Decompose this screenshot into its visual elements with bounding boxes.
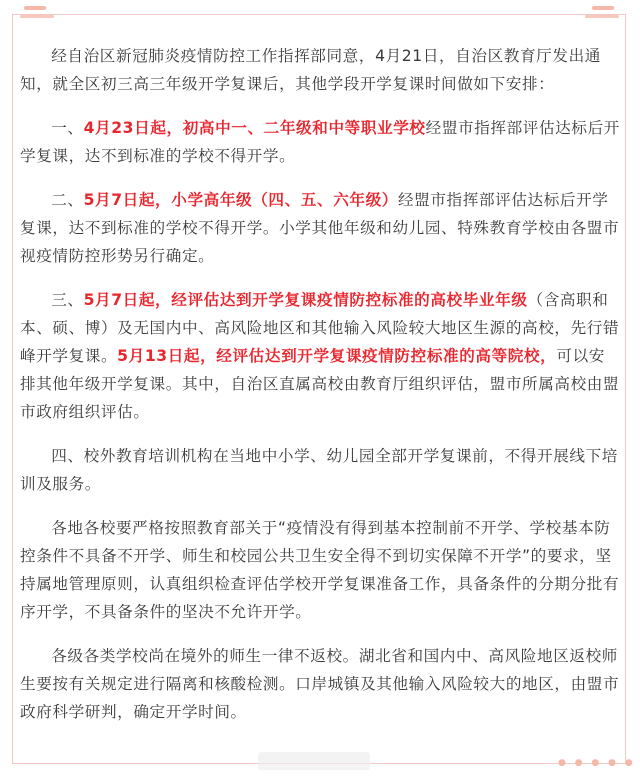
paragraph-item-1 (20, 114, 620, 170)
watermark (258, 752, 370, 770)
paragraph-item-3 (20, 286, 620, 426)
paragraph-item-2 (20, 186, 620, 270)
item-2-number: 二、 (51, 191, 84, 209)
paragraph-requirements: 各地各校要严格按照教育部关于“疫情没有得到基本控制前不开学、学校基本防控条件不具备不开学、师生和校园公共卫生安全得不到切实保障不开学”的要求，坚持属地管理原则，认真组织检查评估学校开学复课准备工作，具备条件的分期分批有序开学，不具备条件的坚决不允许开学。 (20, 519, 620, 621)
item-3-text-2: 可以安排其他年级开学复课。其中，自治区直属高校由教育厅组织评估，盟市所属高校由盟市政府组织评估。 (20, 347, 620, 421)
item-2-highlight: 5月7日起，小学高年级（四、五、六年级） (83, 191, 398, 209)
item-3-number: 三、 (51, 291, 84, 309)
corner-decoration-top-right-2 (585, 15, 619, 18)
item-1-text: 经盟市指挥部评估达标后开学复课，达不到标准的学校不得开学。 (20, 119, 620, 165)
corner-decoration-top-left (24, 6, 46, 10)
item-2-text: 经盟市指挥部评估达标后开学复课，达不到标准的学校不得开学。小学其他年级和幼儿园、特殊教育学校由各盟市视疫情防控形势另行确定。 (20, 191, 620, 265)
item-3-highlight-2: 5月13日起，经评估达到开学复课疫情防控标准的高等院校， (117, 347, 557, 365)
item-3-text-1: （含高职和本、硕、博）及无国内中、高风险地区和其他输入风险较大地区生源的高校，先行错峰开学复课。 (20, 291, 620, 365)
corner-decoration-top-left-2 (20, 15, 54, 18)
item-3-highlight-1: 5月7日起，经评估达到开学复课疫情防控标准的高校毕业年级 (83, 291, 528, 309)
article-body (20, 42, 620, 742)
dots-decoration: ● ● ● ● ● (558, 758, 636, 768)
item-1-highlight: 4月23日起，初高中一、二年级和中等职业学校 (83, 119, 426, 137)
paragraph-intro: 经自治区新冠肺炎疫情防控工作指挥部同意，4月21日，自治区教育厅发出通知，就全区初三高三年级开学复课后，其他学段开学复课时间做如下安排： (20, 47, 601, 93)
paragraph-overseas: 各级各类学校尚在境外的师生一律不返校。湖北省和国内中、高风险地区返校师生要按有关规定进行隔离和核酸检测。口岸城镇及其他输入风险较大的地区，由盟市政府科学研判，确定开学时间。 (20, 647, 620, 721)
corner-decoration-top-right (592, 6, 614, 10)
item-1-number: 一、 (51, 119, 84, 137)
paragraph-item-4: 四、校外教育培训机构在当地中小学、幼儿园全部开学复课前，不得开展线下培训及服务。 (20, 447, 618, 493)
